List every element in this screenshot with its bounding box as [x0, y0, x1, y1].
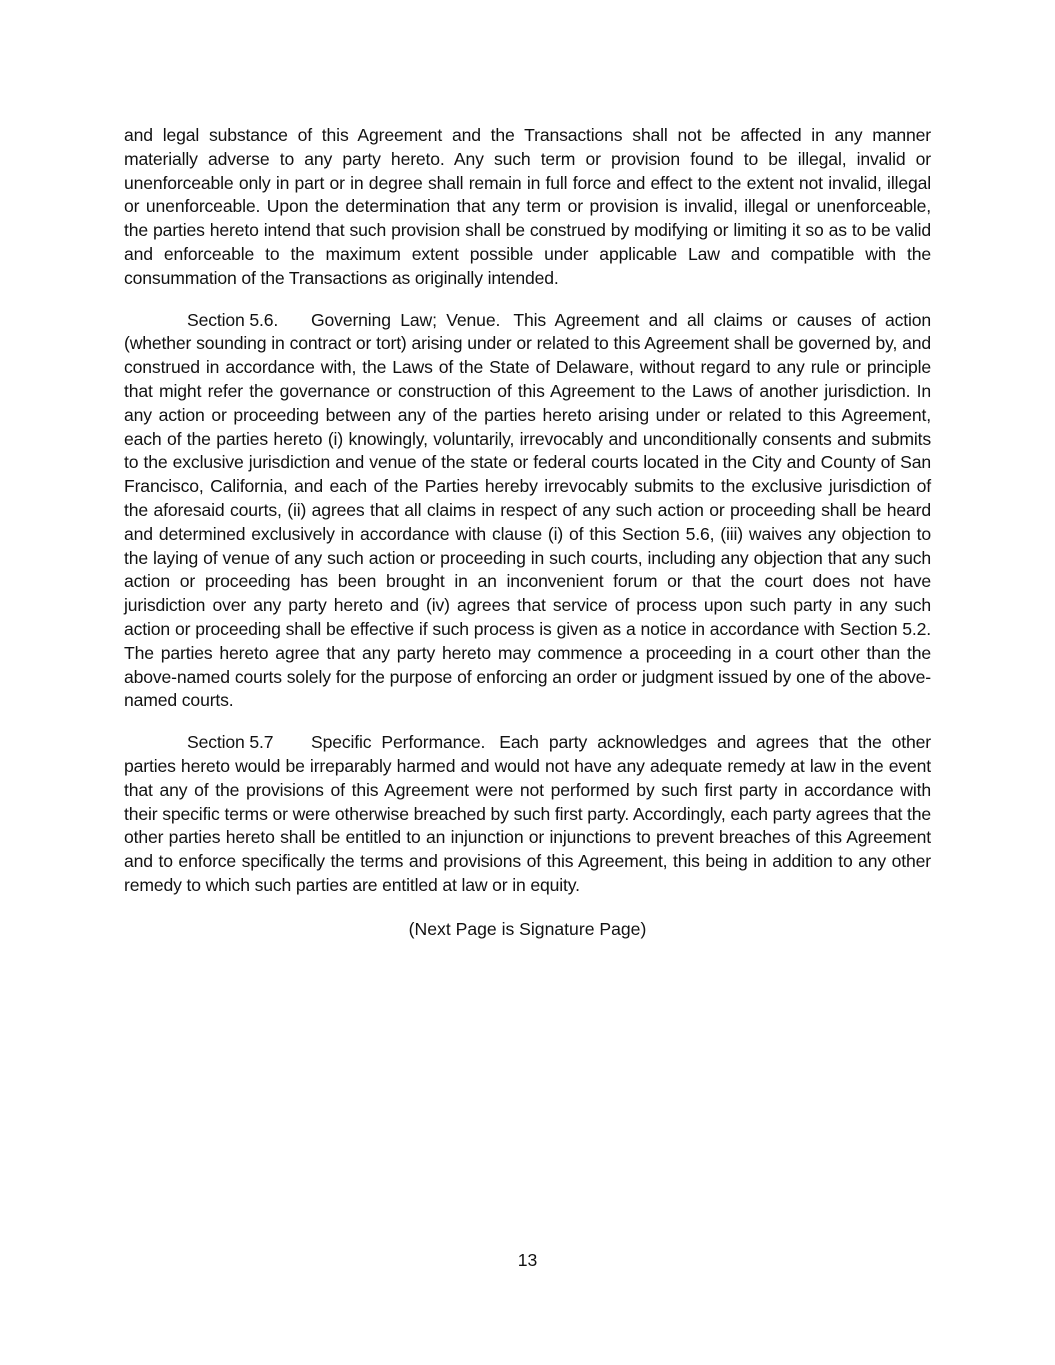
section-5-6-body: This Agreement and all claims or causes of action (whether sounding in contract or tort) arising under or related to this Agreement shall be governed by, and construed in accordance with, the Laws of the State of Delaware, without regard to any rule or principle that might refer the governance or construction of this Agreement to the Laws of another jurisdiction. In any action or proceeding between any of the parties hereto arising under or related to this Agreement, each of the parties hereto (i) knowingly, voluntarily, irrevocably and unconditionally consents and submits to the exclusive jurisdiction and venue of the state or federal courts located in the City and County of San Francisco, California, and each of the Parties hereby irrevocably submits to the exclusive jurisdiction of the aforesaid courts, (ii) agrees that all claims in respect of any such action or proceeding shall be heard and determined exclusively in accordance with clause (i) of this Section 5.6, (iii) waives any objection to the laying of venue of any such action or proceeding in such courts, including any objection that any such action or proceeding has been brought in an inconvenient forum or that the court does not have jurisdiction over any party hereto and (iv) agrees that service of process upon such party in any such action or proceeding shall be effective if such process is given as a notice in accordance with Section 5.2. The parties hereto agree that any party hereto may commence a proceeding in a court other than the above-named courts solely for the purpose of enforcing an order or judgment issued by one of the above-named courts. [124, 309, 931, 711]
section-5-7-title: Specific Performance. [311, 732, 486, 753]
next-page-note: (Next Page is Signature Page) [408, 918, 647, 939]
section-5-7-paragraph [124, 731, 931, 898]
section-5-7-body: Each party acknowledges and agrees that the other parties hereto would be irreparably harmed and would not have any adequate remedy at law in the event that any of the provisions of this Agreement were not performed by such first party in accordance with their specific terms or were otherwise breached by such first party. Accordingly, each party agrees that the other parties hereto shall be entitled to an injunction or injunctions to prevent breaches of this Agreement and to enforce specifically the terms and provisions of this Agreement, this being in addition to any other remedy to which such parties are entitled at law or in equity. [124, 732, 931, 895]
page-number: 13 [517, 1250, 538, 1270]
section-5-6-number: Section 5.6. [187, 309, 279, 330]
paragraph-severability-continuation: and legal substance of this Agreement and the Transactions shall not be affected in any manner materially adverse to any party hereto. Any such term or provision found to be illegal, invalid or unenforceable only in part or in degree shall remain in full force and effect to the extent not invalid, illegal or unenforceable. Upon the determination that any term or provision is invalid, illegal or unenforceable, the parties hereto intend that such provision shall be construed by modifying or limiting it so as to be valid and enforceable to the maximum extent possible under applicable Law and compatible with the consummation of the Transactions as originally intended. [124, 125, 931, 288]
section-5-6-paragraph [124, 309, 931, 714]
document-body [124, 124, 931, 942]
section-5-6-title: Governing Law; Venue. [311, 309, 501, 330]
section-5-7-number: Section 5.7 [187, 732, 274, 753]
